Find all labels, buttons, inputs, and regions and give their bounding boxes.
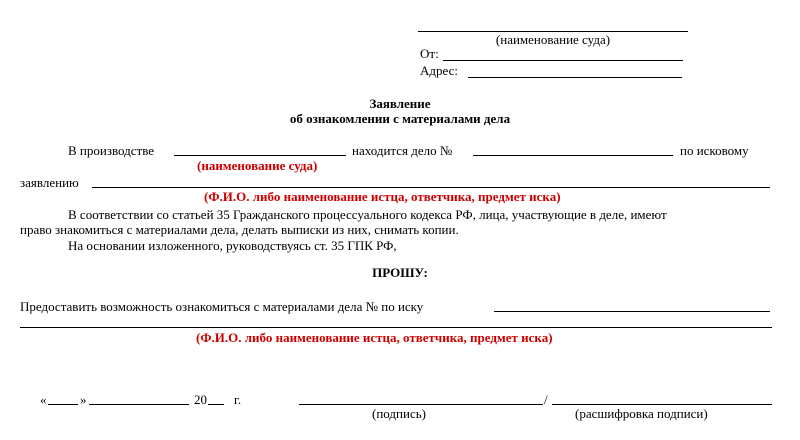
date-day-line[interactable] xyxy=(48,404,78,405)
address-label: Адрес: xyxy=(420,63,458,78)
signature-slash: / xyxy=(544,392,548,407)
date-year-line[interactable] xyxy=(208,404,224,405)
court-name-hint: (наименование суда) xyxy=(197,158,318,173)
date-year-suffix: г. xyxy=(234,392,242,407)
date-month-line[interactable] xyxy=(89,404,189,405)
from-label: От: xyxy=(420,46,439,61)
request-field-line-1[interactable] xyxy=(494,311,770,312)
p3: На основании изложенного, руководствуясь ст. 35 ГПК РФ, xyxy=(68,238,397,253)
date-quote-close: » xyxy=(80,392,87,407)
signature-decoding-line[interactable] xyxy=(552,404,772,405)
p1-prefix: В производстве xyxy=(68,143,155,158)
request-field-line-2[interactable] xyxy=(20,327,772,328)
p2-line1: В соответствии со статьей 35 Гражданского процессуального кодекса РФ, лица, участвующие в деле, имеют xyxy=(68,207,667,222)
court-name-caption: (наименование суда) xyxy=(495,32,611,47)
party-hint-1: (Ф.И.О. либо наименование истца, ответчика, предмет иска) xyxy=(204,189,561,204)
document-title: Заявление xyxy=(369,96,431,111)
request-heading: ПРОШУ: xyxy=(372,265,428,280)
address-line[interactable] xyxy=(468,77,682,78)
court-field-line[interactable] xyxy=(174,155,346,156)
p1-claim-label: заявлению xyxy=(20,175,79,190)
decoding-caption: (расшифровка подписи) xyxy=(575,406,708,421)
party-hint-2: (Ф.И.О. либо наименование истца, ответчика, предмет иска) xyxy=(196,330,553,345)
case-number-line[interactable] xyxy=(473,155,673,156)
document-subtitle: об ознакомлении с материалами дела xyxy=(289,111,511,126)
p1-suffix: по исковому xyxy=(680,143,749,158)
signature-caption: (подпись) xyxy=(372,406,426,421)
from-line[interactable] xyxy=(443,60,683,61)
p2-line2: право знакомиться с материалами дела, делать выписки из них, снимать копии. xyxy=(20,222,459,237)
request-text: Предоставить возможность ознакомиться с материалами дела № по иску xyxy=(20,299,424,314)
p1-case-label: находится дело № xyxy=(352,143,453,158)
signature-line[interactable] xyxy=(299,404,543,405)
date-year-prefix: 20 xyxy=(194,392,207,407)
claim-party-line[interactable] xyxy=(92,187,770,188)
date-quote-open: « xyxy=(40,392,47,407)
